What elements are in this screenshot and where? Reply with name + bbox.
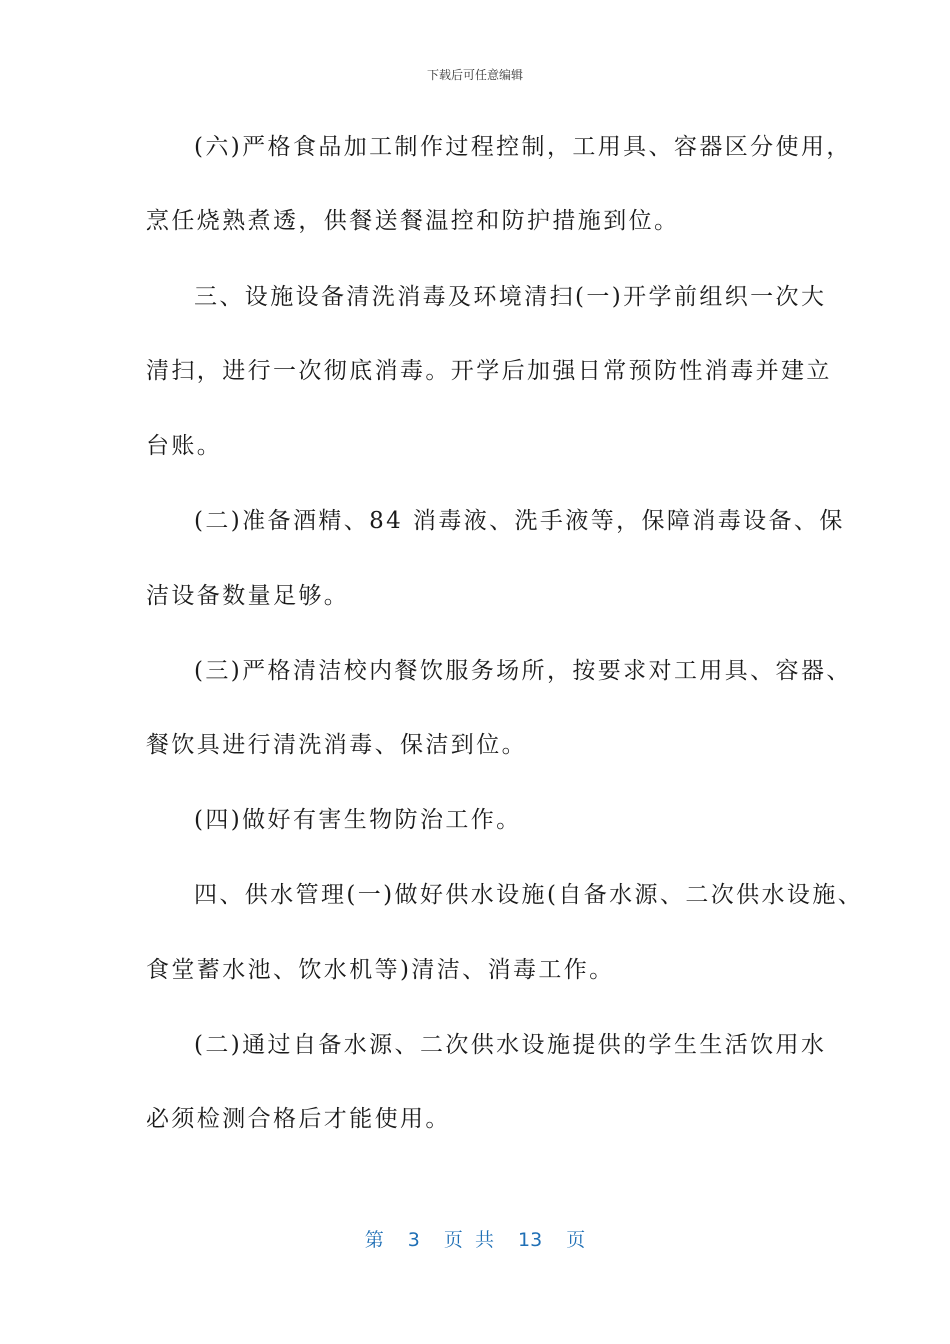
- footer-suffix: 页: [566, 1229, 586, 1251]
- total-pages-number: 13: [518, 1229, 543, 1251]
- paragraph-line: 台账。: [146, 433, 223, 459]
- paragraph-line: 食堂蓄水池、饮水机等)清洁、消毒工作。: [146, 957, 615, 983]
- paragraph-line: 洁设备数量足够。: [146, 583, 350, 609]
- page-footer: [0, 1225, 950, 1252]
- paragraph-line: 烹任烧熟煮透，供餐送餐温控和防护措施到位。: [146, 208, 680, 234]
- paragraph-line: (六)严格食品加工制作过程控制，工用具、容器区分使用，: [194, 134, 852, 160]
- paragraph-line: (四)做好有害生物防治工作。: [194, 807, 522, 833]
- paragraph-line: 必须检测合格后才能使用。: [146, 1106, 451, 1132]
- paragraph-line: 四、供水管理(一)做好供水设施(自备水源、二次供水设施、: [194, 882, 864, 908]
- footer-middle: 页 共: [443, 1229, 494, 1251]
- paragraph-line: (三)严格清洁校内餐饮服务场所，按要求对工用具、容器、: [194, 658, 852, 684]
- paragraph-line: 清扫，进行一次彻底消毒。开学后加强日常预防性消毒并建立: [146, 358, 832, 384]
- paragraph-line: 三、设施设备清洗消毒及环境清扫(一)开学前组织一次大: [194, 284, 827, 310]
- page-header: 下载后可任意编辑: [426, 68, 523, 82]
- current-page-number: 3: [407, 1229, 420, 1251]
- footer-prefix: 第: [364, 1229, 384, 1251]
- paragraph-line: (二)通过自备水源、二次供水设施提供的学生生活饮用水: [194, 1032, 827, 1058]
- paragraph-line: 餐饮具进行清洗消毒、保洁到位。: [146, 732, 527, 758]
- paragraph-line: (二)准备酒精、84 消毒液、洗手液等，保障消毒设备、保: [194, 508, 845, 534]
